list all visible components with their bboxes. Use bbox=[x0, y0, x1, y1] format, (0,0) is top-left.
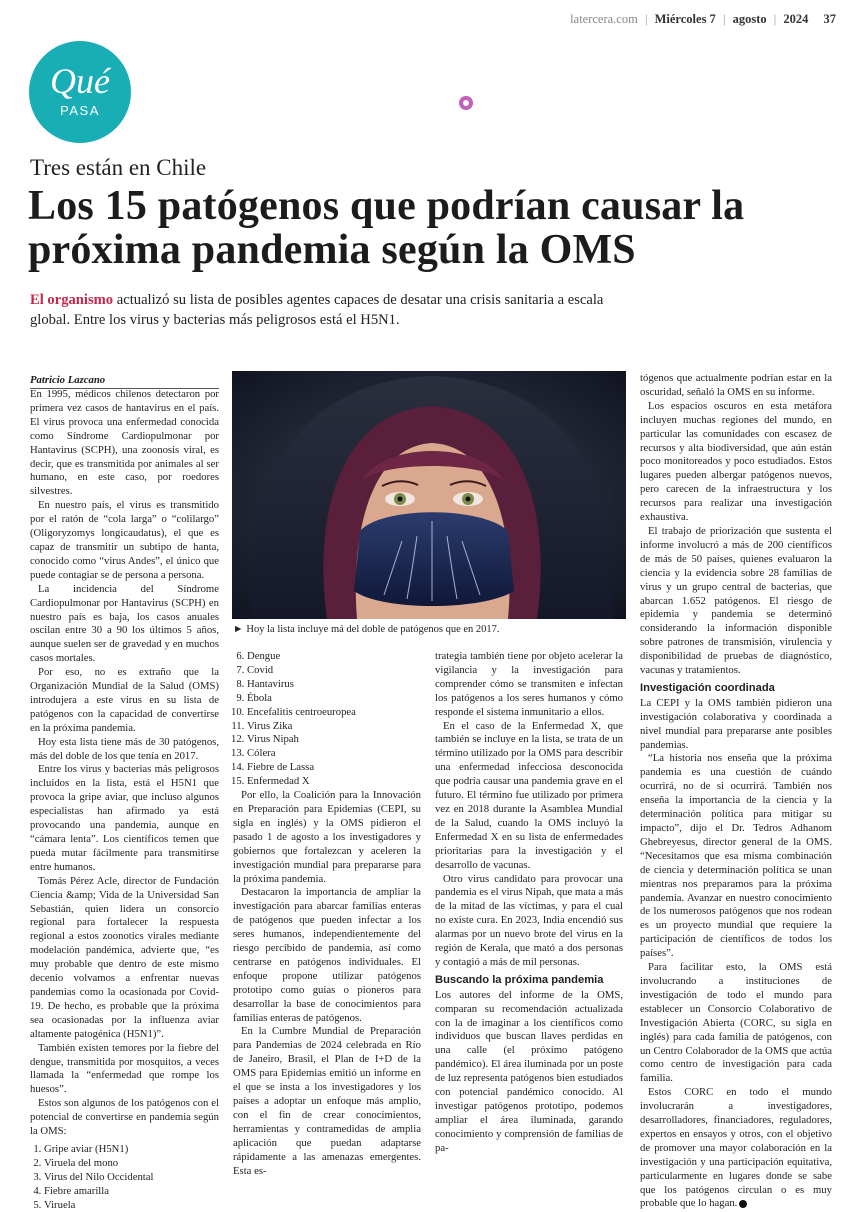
paragraph: Tomás Pérez Acle, director de Fundación Ciencia &amp; Vida de la Universidad San Sebastián, quien lidera un consorcio regional para fortalecer la respuesta regional a estos zoonotics virales mediante modelación pandémica, advierte que, “es muy probable que dentro de este mismo decenio volvamos a enfrentar nuevas pandemias como la ocasionada por Covid-19. De hecho, es probable que la próxima sea ocasionadas por la influenza aviar altamente patogénica (H5N1)”. bbox=[30, 874, 219, 1040]
subheading: Buscando la próxima pandemia bbox=[435, 973, 604, 986]
end-mark-icon bbox=[739, 1200, 747, 1208]
paragraph: Los autores del informe de la OMS, comparan su recomendación actualizada con la de imaginar a los científicos como individuos que buscan llaves perdidas en una calle (el próximo patógeno pandémico). El área iluminada por un poste de luz representa patógenos bien estudiados con potencial pandémico conocido. Al investigar patógenos prototipo, podemos ampliar el área iluminada, garando conocimiento y comprensión de familias de pa- bbox=[435, 988, 623, 1154]
paragraph: La incidencia del Síndrome Cardiopulmonar por Hantavirus (SCPH) en nuestro país es baja, los casos anuales oscilan entre 30 a 90 los últimos 5 años, aunque suelen ser de gravedad y en muchos casos mortales. bbox=[30, 582, 219, 665]
list-item: 3. Virus del Nilo Occidental bbox=[44, 1171, 219, 1185]
list-item: 15. Enfermedad X bbox=[247, 775, 421, 789]
byline: Patricio Lazcano bbox=[30, 374, 219, 389]
list-item: 6. Dengue bbox=[247, 650, 421, 664]
headline: Los 15 patógenos que podrían causar la próxima pandemia según la OMS bbox=[28, 183, 745, 273]
paragraph: Estos CORC en todo el mundo involucrarán a investigadores, desarrolladores, financiadores, reguladores, expertos en ensayos y otros, con el objetivo de promover una mayor colaboración en la investigación y una participación equitativa, particularmente en lugares donde se sabe que los patógenos circulan o es muy probable que lo hagan. bbox=[640, 1086, 832, 1210]
list-item: 12. Virus Nipah bbox=[247, 733, 421, 747]
paragraph: En 1995, médicos chilenos detectaron por primera vez casos de hantavirus en el país. El virus provoca una enfermedad conocida como Síndrome Cardiopulmonar por Hantavirus (SCPH), una zoonosis viral, es decir, que es transmitida por animales al ser humano, en este caso, por roedores silvestres. bbox=[30, 388, 219, 498]
column-3 bbox=[435, 650, 623, 1156]
page-header: latercera.com | Miércoles 7 | agosto | 2024 37 bbox=[570, 12, 836, 26]
pathogen-list-a bbox=[30, 1143, 219, 1212]
pathogen-list-b bbox=[233, 650, 421, 789]
woman-mask-photo bbox=[232, 371, 626, 619]
paragraph: En la Cumbre Mundial de Preparación para Pandemias de 2024 celebrada en Río de Janeiro, Brasil, el Plan de I+D de la OMS para Epidemias emitió un informe en el que se insta a los investigadores y los países a adoptar un enfoque más amplio, con el fin de crear conocimientos, herramientas y contramedidas de amplia aplicación que puedan adaptarse rápidamente a las amenazas emergentes. Esta es- bbox=[233, 1025, 421, 1177]
paragraph: tógenos que actualmente podrían estar en la oscuridad, señaló la OMS en su informe. bbox=[640, 372, 832, 398]
column-2 bbox=[233, 650, 421, 1178]
paragraph: El trabajo de priorización que sustenta el informe involucró a más de 200 científicos de más de 50 países, quienes evaluaron la ciencia y la evidencia sobre 28 familias de virus y un grupo central de bacterias, que abarcan 1.652 patógenos. El riesgo de epidemia y pandemia se determinó considerando la información disponible sobre patrones de transmisión, virulencia y disponibilidad de pruebas de diagnóstico, vacunas y tratamientos. bbox=[640, 524, 832, 677]
paragraph: Por ello, la Coalición para la Innovación en Preparación para Epidemias (CEPI, su sigla en inglés) y la OMS pidieron el pasado 1 de agosto a los investigadores y gobiernos que fortalezcan y aceleren la investigación mundial para prepararse para la próxima pandemia. bbox=[233, 789, 421, 885]
paragraph: La CEPI y la OMS también pidieron una investigación colaborativa y coordinada a nivel mundial para prepararse ante posibles pandemias. bbox=[640, 696, 832, 751]
paragraph: trategia también tiene por objeto acelerar la vigilancia y la investigación para comprender cómo se transmiten e infectan los patógenos a los seres humanos y cómo responde el sistema inmunitario a ellos. bbox=[435, 650, 623, 718]
column-4 bbox=[640, 372, 832, 1211]
header-year: 2024 bbox=[783, 12, 809, 26]
list-item: 8. Hantavirus bbox=[247, 678, 421, 692]
article-photo bbox=[232, 371, 626, 619]
paragraph: Entre los virus y bacterias más peligrosos incluidos en la lista, está el H5N1 que provoca la gripe aviar, que incluso algunos especialistas han afirmado ya está provocando una pandemia, aunque en “cámara lenta”. Los científicos temen que pueda mutar fácilmente para transmitirse entre humanos. bbox=[30, 763, 219, 873]
paragraph: “La historia nos enseña que la próxima pandemia es una cuestión de cuándo ocurrirá, no de si ocurrirá. También nos enseña la importancia de la ciencia y la determinación política para mitigar su impacto”, dijo el Dr. Tedros Adhanom Ghebreyesus, director general de la OMS. “Necesitamos que esa misma combinación de ciencia y determinación política se unan mientras nos preparamos para la próxima pandemia. Avanzar en nuestro conocimiento de los numerosos patógenos que nos rodean es un proyecto mundial que requiere la participación de científicos de todos los países”. bbox=[640, 752, 832, 960]
lead-text: actualizó su lista de posibles agentes capaces de desatar una crisis sanitaria a escala global. Entre los virus y bacterias más peligrosos está el H5N1. bbox=[30, 292, 604, 328]
lead-paragraph bbox=[30, 290, 610, 330]
paragraph: Para facilitar esto, la OMS está involucrando a instituciones de investigación de todo el mundo para establecer un Consorcio Colaborativo de Investigación Abierta (CORC, su sigla en inglés) para cada familia de patógenos, con un Centro Colaborador de la OMS que actúa como centro de investigación para cada familia. bbox=[640, 961, 832, 1085]
list-item: 1. Gripe aviar (H5N1) bbox=[44, 1143, 219, 1157]
paragraph: También existen temores por la fiebre del dengue, transmitida por mosquitos, a veces llamada la “enfermedad que rompe los huesos”. bbox=[30, 1041, 219, 1096]
list-item: 4. Fiebre amarilla bbox=[44, 1185, 219, 1199]
site-name: latercera.com bbox=[570, 12, 638, 26]
list-item: 9. Ébola bbox=[247, 692, 421, 706]
paragraph: En el caso de la Enfermedad X, que también se incluye en la lista, se trata de un término utilizado por la OMS para describir una enfermedad infecciosa desconocida que podría causar una pandemia grave en el futuro. El término fue utilizado por primera vez en 2018 durante la Asamblea Mundial de la Salud, cuando la OMS incluyó la Enfermedad X en su lista de enfermedades prioritarias para la investigación y el desarrollo de vacunas. bbox=[435, 719, 623, 871]
list-item: 5. Viruela bbox=[44, 1199, 219, 1212]
list-item: 10. Encefalitis centroeuropea bbox=[247, 706, 421, 720]
subheading: Investigación coordinada bbox=[640, 681, 775, 694]
list-item: 13. Cólera bbox=[247, 747, 421, 761]
paragraph: Por eso, no es extraño que la Organización Mundial de la Salud (OMS) introdujera a este virus en su lista de patógenos con la capacidad de convertirse en la próxima pandemia. bbox=[30, 666, 219, 734]
paragraph: Los espacios oscuros en esta metáfora incluyen muchas regiones del mundo, en particular las comunidades con escasez de recursos y alta biodiversidad, que aún están poco monitoreados y poco estudiados. Estos lugares pueden albergar patógenos nuevos, pero carecen de la infraestructura y los recursos para realizar una investigación exhaustiva. bbox=[640, 399, 832, 524]
paragraph: En nuestro país, el virus es transmitido por el ratón de “cola larga” o “colilargo” (Oligoryzomys longicaudatus), el que es capaz de transmitir un subtipo de hanta, conocido como “virus Andes”, el único que puede contagiar se de persona a persona. bbox=[30, 499, 219, 581]
column-1 bbox=[30, 388, 219, 1212]
list-item: 11. Virus Zika bbox=[247, 720, 421, 734]
header-month: agosto bbox=[732, 12, 767, 26]
section-badge-icon bbox=[459, 96, 473, 110]
lead-highlight: El organismo bbox=[30, 292, 114, 308]
caption-arrow-icon: ► bbox=[233, 624, 244, 635]
photo-caption: ► Hoy la lista incluye má del doble de patógenos que en 2017. bbox=[233, 624, 500, 635]
page-number: 37 bbox=[823, 12, 836, 26]
paragraph: Otro virus candidato para provocar una pandemia es el virus Nipah, que mata a más de la mitad de las víctimas, y para el cual no existe cura. En 2023, India encendió sus alarmas por un nuevo brote del virus en la región de Kerala, que mató a dos personas y contagió a más de mil personas. bbox=[435, 872, 623, 968]
kicker: Tres están en Chile bbox=[30, 155, 207, 180]
list-item: 14. Fiebre de Lassa bbox=[247, 761, 421, 775]
paragraph: Estos son algunos de los patógenos con el potencial de convertirse en pandemia según la OMS: bbox=[30, 1097, 219, 1138]
que-pasa-logo: Qué PASA bbox=[29, 41, 131, 143]
paragraph: Hoy esta lista tiene más de 30 patógenos, más del doble de los que tenía en 2017. bbox=[30, 735, 219, 762]
list-item: 2. Viruela del mono bbox=[44, 1157, 219, 1171]
header-day: Miércoles 7 bbox=[654, 12, 716, 26]
paragraph: Destacaron la importancia de ampliar la investigación para abarcar familias enteras de patógenos que pueden infectar a los seres humanos, independientemente del riesgo percibido de pandemia, así como centrarse en patógenos individuales. El enfoque propone utilizar patógenos prototipo como guías o pioneros para desarrollar la base de conocimientos para familias enteras de patógenos. bbox=[233, 886, 421, 1024]
list-item: 7. Covid bbox=[247, 664, 421, 678]
